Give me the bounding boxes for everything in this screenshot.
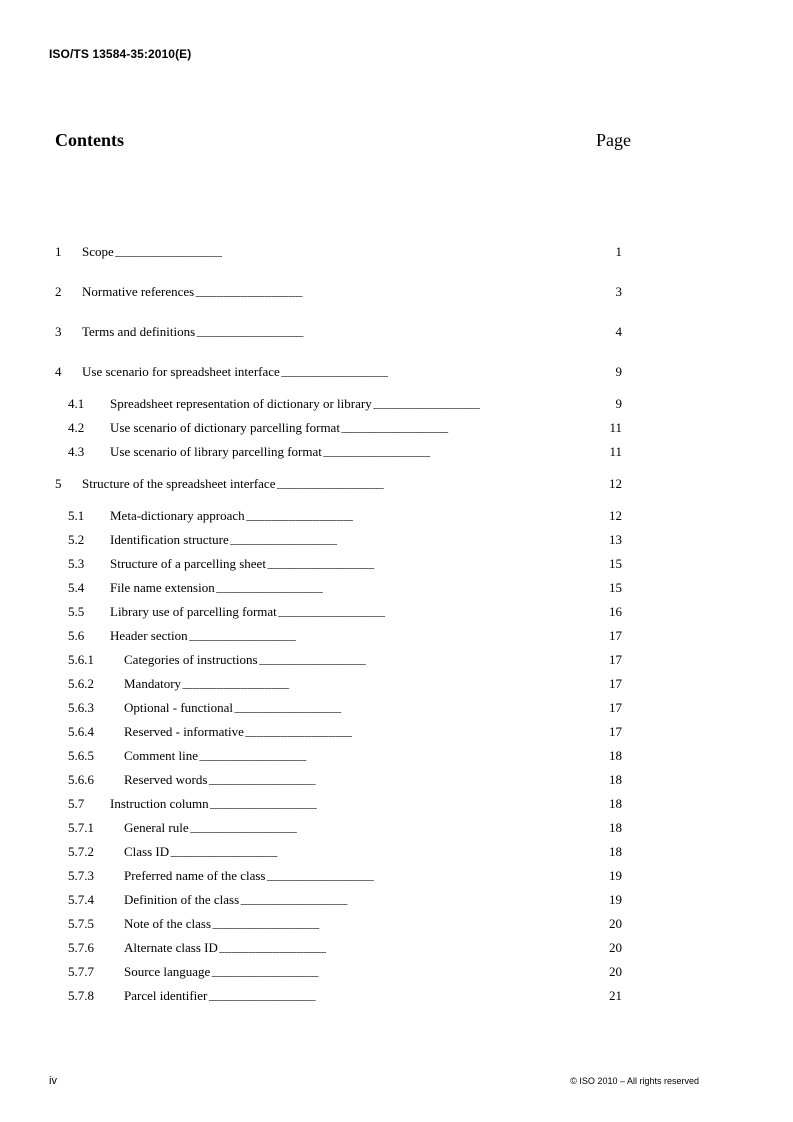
toc-entry-page: 20 bbox=[609, 964, 622, 979]
toc-entry[interactable] bbox=[55, 916, 622, 934]
toc-entry-number: 5 bbox=[55, 476, 62, 491]
toc-entry-title: Note of the class bbox=[124, 916, 212, 931]
toc-entry[interactable] bbox=[55, 508, 622, 526]
dot-leader bbox=[212, 920, 608, 934]
dot-leader bbox=[246, 512, 608, 526]
toc-entry[interactable] bbox=[55, 676, 622, 694]
toc-entry-title: Reserved words bbox=[124, 772, 208, 787]
toc-entry-page: 17 bbox=[609, 628, 622, 643]
toc-entry-number: 5.7.8 bbox=[68, 988, 94, 1003]
toc-entry-title: Mandatory bbox=[124, 676, 182, 691]
toc-entry-number: 4.1 bbox=[68, 396, 85, 411]
toc-entry-page: 19 bbox=[609, 892, 622, 907]
toc-entry-number: 5.7.1 bbox=[68, 820, 94, 835]
toc-entry-title: Instruction column bbox=[110, 796, 209, 811]
toc-entry-title: Use scenario of dictionary parcelling format bbox=[110, 420, 340, 435]
toc-entry[interactable] bbox=[55, 724, 622, 742]
dot-leader bbox=[195, 288, 614, 302]
toc-entry[interactable] bbox=[55, 748, 622, 766]
footer-copyright: © ISO 2010 – All rights reserved bbox=[570, 1076, 699, 1086]
toc-entry[interactable] bbox=[55, 796, 622, 814]
toc-entry-number: 5.7.2 bbox=[68, 844, 94, 859]
toc-entry-title: File name extension bbox=[110, 580, 215, 595]
toc-entry-page: 17 bbox=[609, 652, 622, 667]
toc-entry-title: Header section bbox=[110, 628, 188, 643]
dot-leader bbox=[278, 608, 608, 622]
toc-entry-number: 5.6.1 bbox=[68, 652, 94, 667]
toc-entry-title: Preferred name of the class bbox=[124, 868, 266, 883]
dot-leader bbox=[190, 824, 608, 838]
dot-leader bbox=[281, 368, 615, 382]
toc-entry-title: General rule bbox=[124, 820, 189, 835]
toc-entry-title: Reserved - informative bbox=[124, 724, 244, 739]
dot-leader bbox=[189, 632, 608, 646]
toc-entry-title: Terms and definitions bbox=[82, 324, 196, 339]
toc-entry-page: 12 bbox=[609, 476, 622, 491]
page-column-label: Page bbox=[596, 130, 631, 150]
toc-entry[interactable] bbox=[55, 892, 622, 910]
dot-leader bbox=[230, 536, 608, 550]
toc-entry[interactable] bbox=[55, 868, 622, 886]
toc-entry-number: 5.3 bbox=[68, 556, 85, 571]
toc-entry-number: 1 bbox=[55, 244, 62, 259]
toc-entry-number: 5.4 bbox=[68, 580, 85, 595]
toc-entry[interactable] bbox=[55, 420, 622, 438]
toc-entry[interactable] bbox=[55, 844, 622, 862]
toc-entry[interactable] bbox=[55, 556, 622, 574]
toc-entry-page: 11 bbox=[609, 420, 622, 435]
dot-leader bbox=[373, 400, 615, 414]
toc-entry[interactable] bbox=[55, 444, 622, 462]
toc-entry-number: 5.7.3 bbox=[68, 868, 94, 883]
toc-entry-page: 13 bbox=[609, 532, 622, 547]
document-id-header: ISO/TS 13584-35:2010(E) bbox=[49, 47, 192, 61]
toc-entry-number: 3 bbox=[55, 324, 62, 339]
toc-entry-number: 5.6.5 bbox=[68, 748, 94, 763]
toc-entry-page: 12 bbox=[609, 508, 622, 523]
toc-entry-title: Class ID bbox=[124, 844, 170, 859]
toc-entry[interactable] bbox=[55, 284, 622, 302]
toc-entry-page: 18 bbox=[609, 796, 622, 811]
toc-entry-number: 5.6 bbox=[68, 628, 85, 643]
dot-leader bbox=[115, 248, 615, 262]
toc-entry-number: 5.6.2 bbox=[68, 676, 94, 691]
toc-entry-page: 15 bbox=[609, 556, 622, 571]
toc-entry-number: 5.6.3 bbox=[68, 700, 94, 715]
toc-entry-title: Use scenario for spreadsheet interface bbox=[82, 364, 280, 379]
dot-leader bbox=[267, 560, 608, 574]
toc-entry-number: 4 bbox=[55, 364, 62, 379]
dot-leader bbox=[276, 480, 608, 494]
toc-entry-title: Optional - functional bbox=[124, 700, 234, 715]
toc-entry-title: Meta-dictionary approach bbox=[110, 508, 245, 523]
toc-entry-title: Library use of parcelling format bbox=[110, 604, 277, 619]
toc-entry-number: 5.1 bbox=[68, 508, 85, 523]
toc-entry-page: 4 bbox=[615, 324, 622, 339]
toc-entry-title: Identification structure bbox=[110, 532, 229, 547]
toc-entry[interactable] bbox=[55, 940, 622, 958]
toc-entry-title: Normative references bbox=[82, 284, 195, 299]
toc-entry-title: Use scenario of library parcelling format bbox=[110, 444, 322, 459]
toc-entry-title: Categories of instructions bbox=[124, 652, 258, 667]
toc-entry-page: 17 bbox=[609, 676, 622, 691]
dot-leader bbox=[211, 968, 608, 982]
toc-entry-number: 4.3 bbox=[68, 444, 85, 459]
toc-entry[interactable] bbox=[55, 476, 622, 494]
toc-entry-page: 18 bbox=[609, 772, 622, 787]
toc-entry-title: Alternate class ID bbox=[124, 940, 218, 955]
toc-entry-page: 16 bbox=[609, 604, 622, 619]
toc-entry-page: 15 bbox=[609, 580, 622, 595]
toc-entry-page: 18 bbox=[609, 820, 622, 835]
toc-entry[interactable] bbox=[55, 364, 622, 382]
dot-leader bbox=[259, 656, 608, 670]
dot-leader bbox=[267, 872, 609, 886]
toc-entry-page: 20 bbox=[609, 940, 622, 955]
toc-entry-page: 18 bbox=[609, 748, 622, 763]
toc-entry-number: 5.6.4 bbox=[68, 724, 94, 739]
toc-entry-page: 18 bbox=[609, 844, 622, 859]
toc-entry-title: Structure of the spreadsheet interface bbox=[82, 476, 276, 491]
dot-leader bbox=[208, 776, 608, 790]
dot-leader bbox=[341, 424, 609, 438]
dot-leader bbox=[219, 944, 608, 958]
toc-entry[interactable] bbox=[55, 820, 622, 838]
toc-entry-number: 5.7.7 bbox=[68, 964, 94, 979]
toc-entry[interactable] bbox=[55, 964, 622, 982]
toc-entry-page: 9 bbox=[615, 364, 622, 379]
toc-entry-number: 5.7.5 bbox=[68, 916, 94, 931]
toc-entry-number: 5.7 bbox=[68, 796, 85, 811]
dot-leader bbox=[182, 680, 608, 694]
toc-entry-page: 1 bbox=[615, 244, 622, 259]
table-of-contents bbox=[55, 0, 622, 1122]
toc-entry-number: 2 bbox=[55, 284, 62, 299]
dot-leader bbox=[323, 448, 609, 462]
toc-entry-page: 3 bbox=[615, 284, 622, 299]
dot-leader bbox=[245, 728, 608, 742]
dot-leader bbox=[170, 848, 608, 862]
toc-entry[interactable] bbox=[55, 988, 622, 1006]
toc-entry-number: 5.5 bbox=[68, 604, 85, 619]
dot-leader bbox=[208, 992, 608, 1006]
toc-entry-title: Source language bbox=[124, 964, 211, 979]
contents-heading: Contents bbox=[55, 130, 125, 150]
toc-entry-title: Structure of a parcelling sheet bbox=[110, 556, 266, 571]
toc-entry-page: 17 bbox=[609, 700, 622, 715]
dot-leader bbox=[240, 896, 608, 910]
toc-entry-page: 19 bbox=[609, 868, 622, 883]
toc-entry-page: 20 bbox=[609, 916, 622, 931]
toc-entry[interactable] bbox=[55, 324, 622, 342]
toc-entry-title: Comment line bbox=[124, 748, 199, 763]
toc-entry-number: 5.7.6 bbox=[68, 940, 94, 955]
toc-entry-number: 5.7.4 bbox=[68, 892, 94, 907]
toc-entry[interactable] bbox=[55, 652, 622, 670]
dot-leader bbox=[234, 704, 608, 718]
toc-entry-page: 9 bbox=[615, 396, 622, 411]
toc-entry-title: Scope bbox=[82, 244, 114, 259]
toc-entry[interactable] bbox=[55, 700, 622, 718]
toc-entry[interactable] bbox=[55, 244, 622, 262]
toc-entry-number: 4.2 bbox=[68, 420, 85, 435]
toc-entry-title: Spreadsheet representation of dictionary or library bbox=[110, 396, 372, 411]
dot-leader bbox=[210, 800, 608, 814]
dot-leader bbox=[199, 752, 608, 766]
toc-entry[interactable] bbox=[55, 532, 622, 550]
footer-page-number: iv bbox=[49, 1075, 57, 1087]
dot-leader bbox=[216, 584, 608, 598]
toc-entry-number: 5.6.6 bbox=[68, 772, 94, 787]
toc-entry-title: Parcel identifier bbox=[124, 988, 208, 1003]
toc-entry[interactable] bbox=[55, 772, 622, 790]
toc-entry-page: 11 bbox=[609, 444, 622, 459]
toc-entry-page: 17 bbox=[609, 724, 622, 739]
toc-entry-page: 21 bbox=[609, 988, 622, 1003]
dot-leader bbox=[196, 328, 614, 342]
toc-entry-title: Definition of the class bbox=[124, 892, 240, 907]
toc-entry-number: 5.2 bbox=[68, 532, 85, 547]
toc-entry[interactable] bbox=[55, 628, 622, 646]
toc-entry[interactable] bbox=[55, 396, 622, 414]
toc-entry[interactable] bbox=[55, 604, 622, 622]
toc-entry[interactable] bbox=[55, 580, 622, 598]
